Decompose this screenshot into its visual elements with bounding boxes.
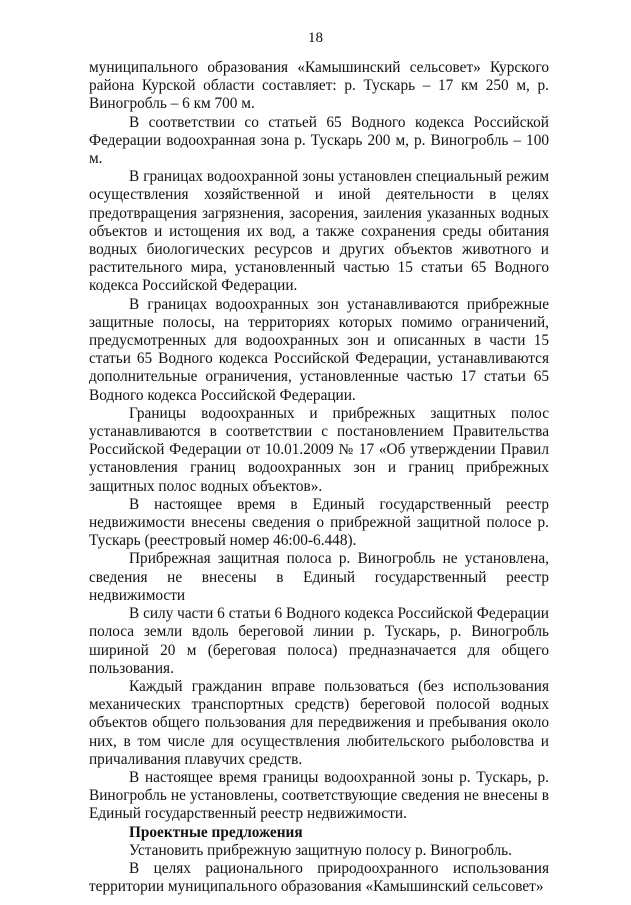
paragraph-continuation: муниципального образования «Камышинский сельсовет» Курского района Курской области составляет: р. Тускарь – 17 км 250 м, р. Виногробль – 6 км 700 м. [89, 59, 549, 113]
proposal-item: Установить прибрежную защитную полосу р. Виногробль. [129, 841, 512, 859]
paragraph-vinogrobl-not-established: Прибрежная защитная полоса р. Виногробль не установлена, сведения не внесены в Единый государственный реестр недвижимости [89, 550, 549, 604]
paragraph-zone-not-established: В настоящее время границы водоохранной зоны р. Тускарь, р. Виногробль не установлены, соответствующие сведения не внесены в Единый государственный реестр недвижимости. [89, 768, 549, 823]
paragraph-water-protection-zone-width: В соответствии со статьей 65 Водного кодекса Российской Федерации водоохранная зона р. Тускарь 200 м, р. Виногробль – 100 м. [89, 113, 549, 168]
paragraph-coastal-protection-strips: В границах водоохранных зон устанавливаются прибрежные защитные полосы, на территориях которых помимо ограничений, предусмотренных для водоохранных зон и описанных в части 15 статьи 65 Водного кодекса Российской Федерации, устанавливаются дополнительные ограничения, установленные частью 17 статьи 65 Водного кодекса Российской Федерации. [89, 295, 549, 404]
section-heading: Проектные предложения [129, 823, 303, 841]
paragraph-citizen-rights: Каждый гражданин вправе пользоваться (без использования механических транспортных средств) береговой полосой водных объектов общего пользования для передвижения и пребывания около них, в том числе для осуществления любительского рыболовства и причаливания плавучих средств. [89, 677, 549, 768]
paragraph-special-regime: В границах водоохранной зоны установлен специальный режим осуществления хозяйственной и иной деятельности в целях предотвращения загрязнения, засорения, заиления указанных водных объектов и истощения их вод, а также сохранения среды обитания водных биологических ресурсов и других объектов животного и растительного мира, установленный частью 15 статьи 65 Водного кодекса Российской Федерации. [89, 168, 549, 295]
proposal-item: В целях рационального природоохранного использования территории муниципального образования «Камышинский сельсовет» [89, 859, 549, 896]
paragraph-registry-tuskar: В настоящее время в Единый государственный реестр недвижимости внесены сведения о прибрежной защитной полосе р. Тускарь (реестровый номер 46:00-6.448). [89, 495, 549, 550]
paragraph-boundaries-regulation: Границы водоохранных и прибрежных защитных полос устанавливаются в соответствии с постановлением Правительства Российской Федерации от 10.01.2009 № 17 «Об утверждении Правил установления границ водоохранных зон и границ прибрежных защитных полос водных объектов». [89, 404, 549, 495]
document-body [89, 59, 549, 896]
page-number: 18 [308, 30, 323, 46]
paragraph-shoreline-strip: В силу части 6 статьи 6 Водного кодекса Российской Федерации полоса земли вдоль береговой линии р. Тускарь, р. Виногробль шириной 20 м (береговая полоса) предназначается для общего пользования. [89, 605, 549, 677]
